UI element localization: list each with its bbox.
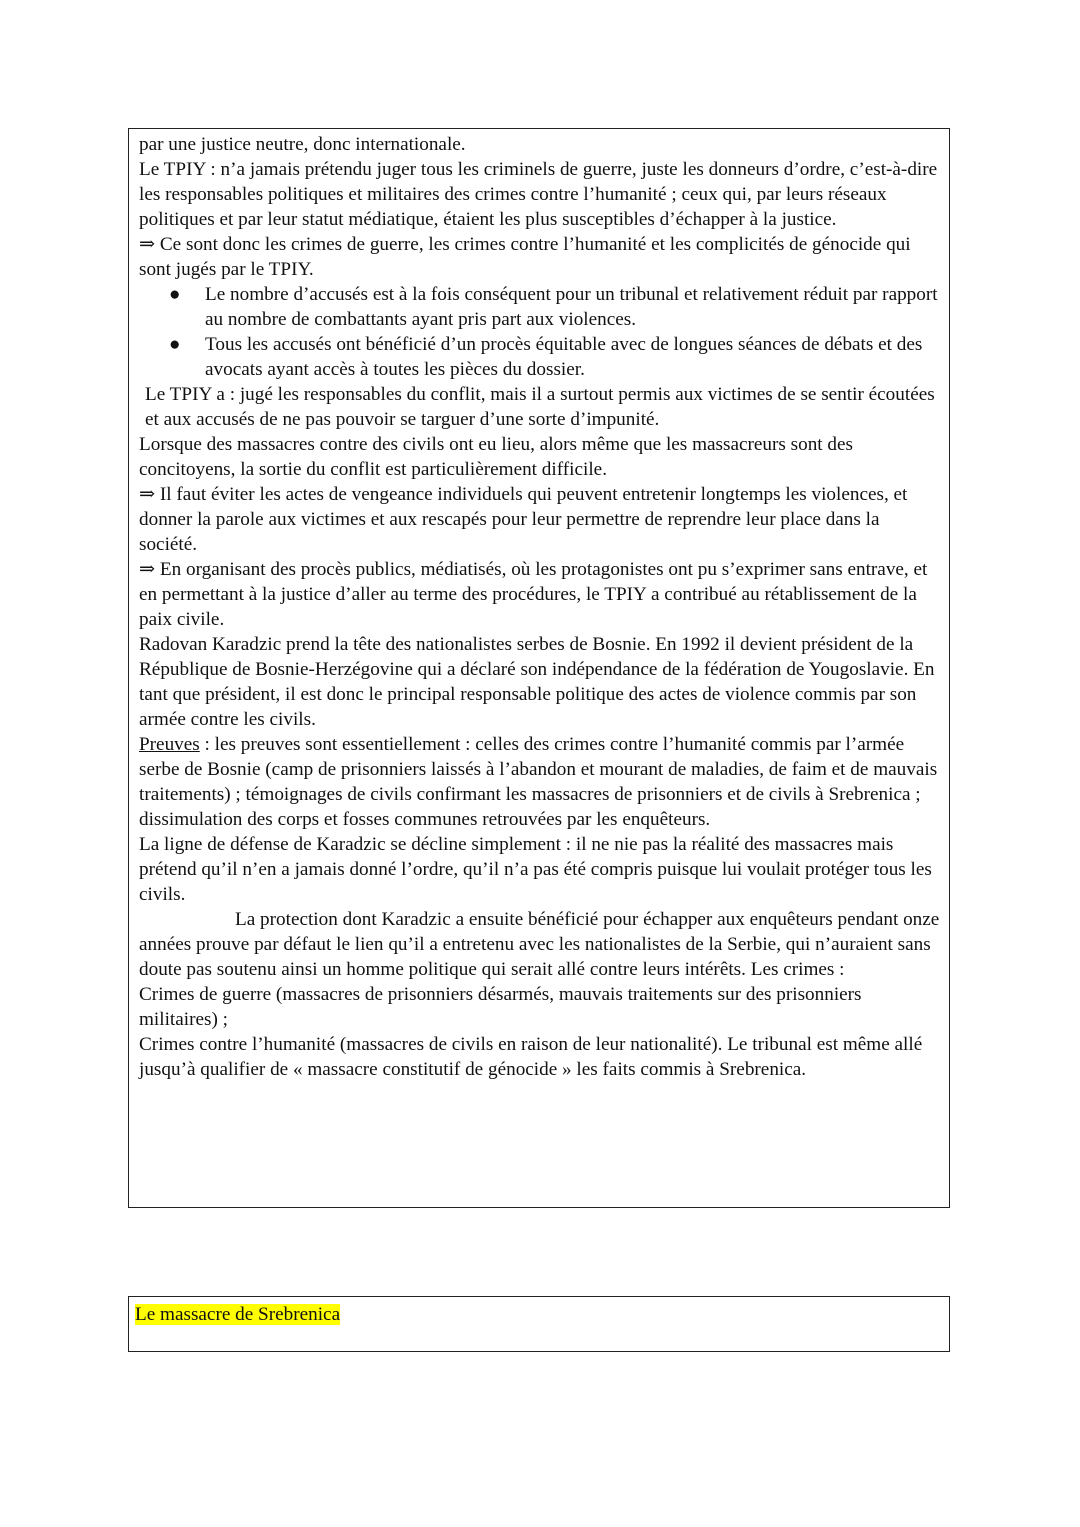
paragraph-crimes-judged: ⇒ Ce sont donc les crimes de guerre, les crimes contre l’humanité et les complicités de génocide qui sont jugés par le TPIY. xyxy=(139,234,911,280)
main-text-box xyxy=(128,128,950,1208)
paragraph-massacres: Lorsque des massacres contre des civils ont eu lieu, alors même que les massacreurs sont des concitoyens, la sortie du conflit est particulièrement difficile. xyxy=(139,434,853,480)
paragraph-war-crimes: Crimes de guerre (massacres de prisonniers désarmés, mauvais traitements sur des prisonniers militaires) ; xyxy=(139,984,862,1030)
list-item xyxy=(139,332,941,382)
paragraph-intro: par une justice neutre, donc internationale. xyxy=(139,134,466,155)
bullet-icon: ● xyxy=(169,284,181,305)
paragraph-crimes-humanity: Crimes contre l’humanité (massacres de civils en raison de leur nationalité). Le tribunal est même allé jusqu’à qualifier de « massacre constitutif de génocide » les faits commis à Srebrenica. xyxy=(139,1034,923,1080)
paragraph-tpiy-purpose: Le TPIY : n’a jamais prétendu juger tous les criminels de guerre, juste les donneurs d’ordre, c’est-à-dire les responsables politiques et militaires des crimes contre l’humanité ; ceux qui, par leurs réseaux politiques et par leur statut médiatique, étaient les plus susceptibles d’échapper à la justice. xyxy=(139,159,938,230)
section-heading-box xyxy=(128,1296,950,1352)
paragraph-vengeance: ⇒ Il faut éviter les actes de vengeance individuels qui peuvent entretenir longtemps les violences, et donner la parole aux victimes et aux rescapés pour leur permettre de reprendre leur place dans la société. xyxy=(139,484,908,555)
list-item-text: Le nombre d’accusés est à la fois conséquent pour un tribunal et relativement réduit par rapport au nombre de combattants ayant pris part aux violences. xyxy=(205,284,938,330)
list-item-text: Tous les accusés ont bénéficié d’un procès équitable avec de longues séances de débats et des avocats ayant accès à toutes les pièces du dossier. xyxy=(205,334,923,380)
paragraph-protection: La protection dont Karadzic a ensuite bénéficié pour échapper aux enquêteurs pendant onze années prouve par défaut le lien qu’il a entretenu avec les nationalistes de la Serbie, qui n’auraient sans doute pas soutenu ainsi un homme politique qui serait allé contre leurs intérêts. Les crimes : xyxy=(139,909,940,980)
evidence-label: Preuves xyxy=(139,734,200,755)
bullet-list xyxy=(139,282,941,382)
bullet-icon: ● xyxy=(169,334,181,355)
evidence-text: : les preuves sont essentiellement : celles des crimes contre l’humanité commis par l’armée serbe de Bosnie (camp de prisonniers laissés à l’abandon et mourant de maladies, de faim et de mauvais traitements) ; témoignages de civils confirmant les massacres de prisonniers et de civils à Srebrenica ; dissimulation des corps et fosses communes retrouvées par les enquêteurs. xyxy=(139,734,938,830)
section-heading: Le massacre de Srebrenica xyxy=(135,1304,341,1325)
paragraph-tpiy-result: Le TPIY a : jugé les responsables du conflit, mais il a surtout permis aux victimes de se sentir écoutées et aux accusés de ne pas pouvoir se targuer d’une sorte d’impunité. xyxy=(145,384,935,430)
paragraph-evidence xyxy=(139,732,941,832)
paragraph-defense: La ligne de défense de Karadzic se décline simplement : il ne nie pas la réalité des massacres mais prétend qu’il n’en a jamais donné l’ordre, qu’il n’a pas été compris puisque lui voulait protéger tous les civils. xyxy=(139,834,932,905)
paragraph-civil-peace: ⇒ En organisant des procès publics, médiatisés, où les protagonistes ont pu s’exprimer sans entrave, et en permettant à la justice d’aller au terme des procédures, le TPIY a contribué au rétablissement de la paix civile. xyxy=(139,559,928,630)
paragraph-karadzic: Radovan Karadzic prend la tête des nationalistes serbes de Bosnie. En 1992 il devient président de la République de Bosnie-Herzégovine qui a déclaré son indépendance de la fédération de Yougoslavie. En tant que président, il est donc le principal responsable politique des actes de violence commis par son armée contre les civils. xyxy=(139,634,935,730)
list-item xyxy=(139,282,941,332)
